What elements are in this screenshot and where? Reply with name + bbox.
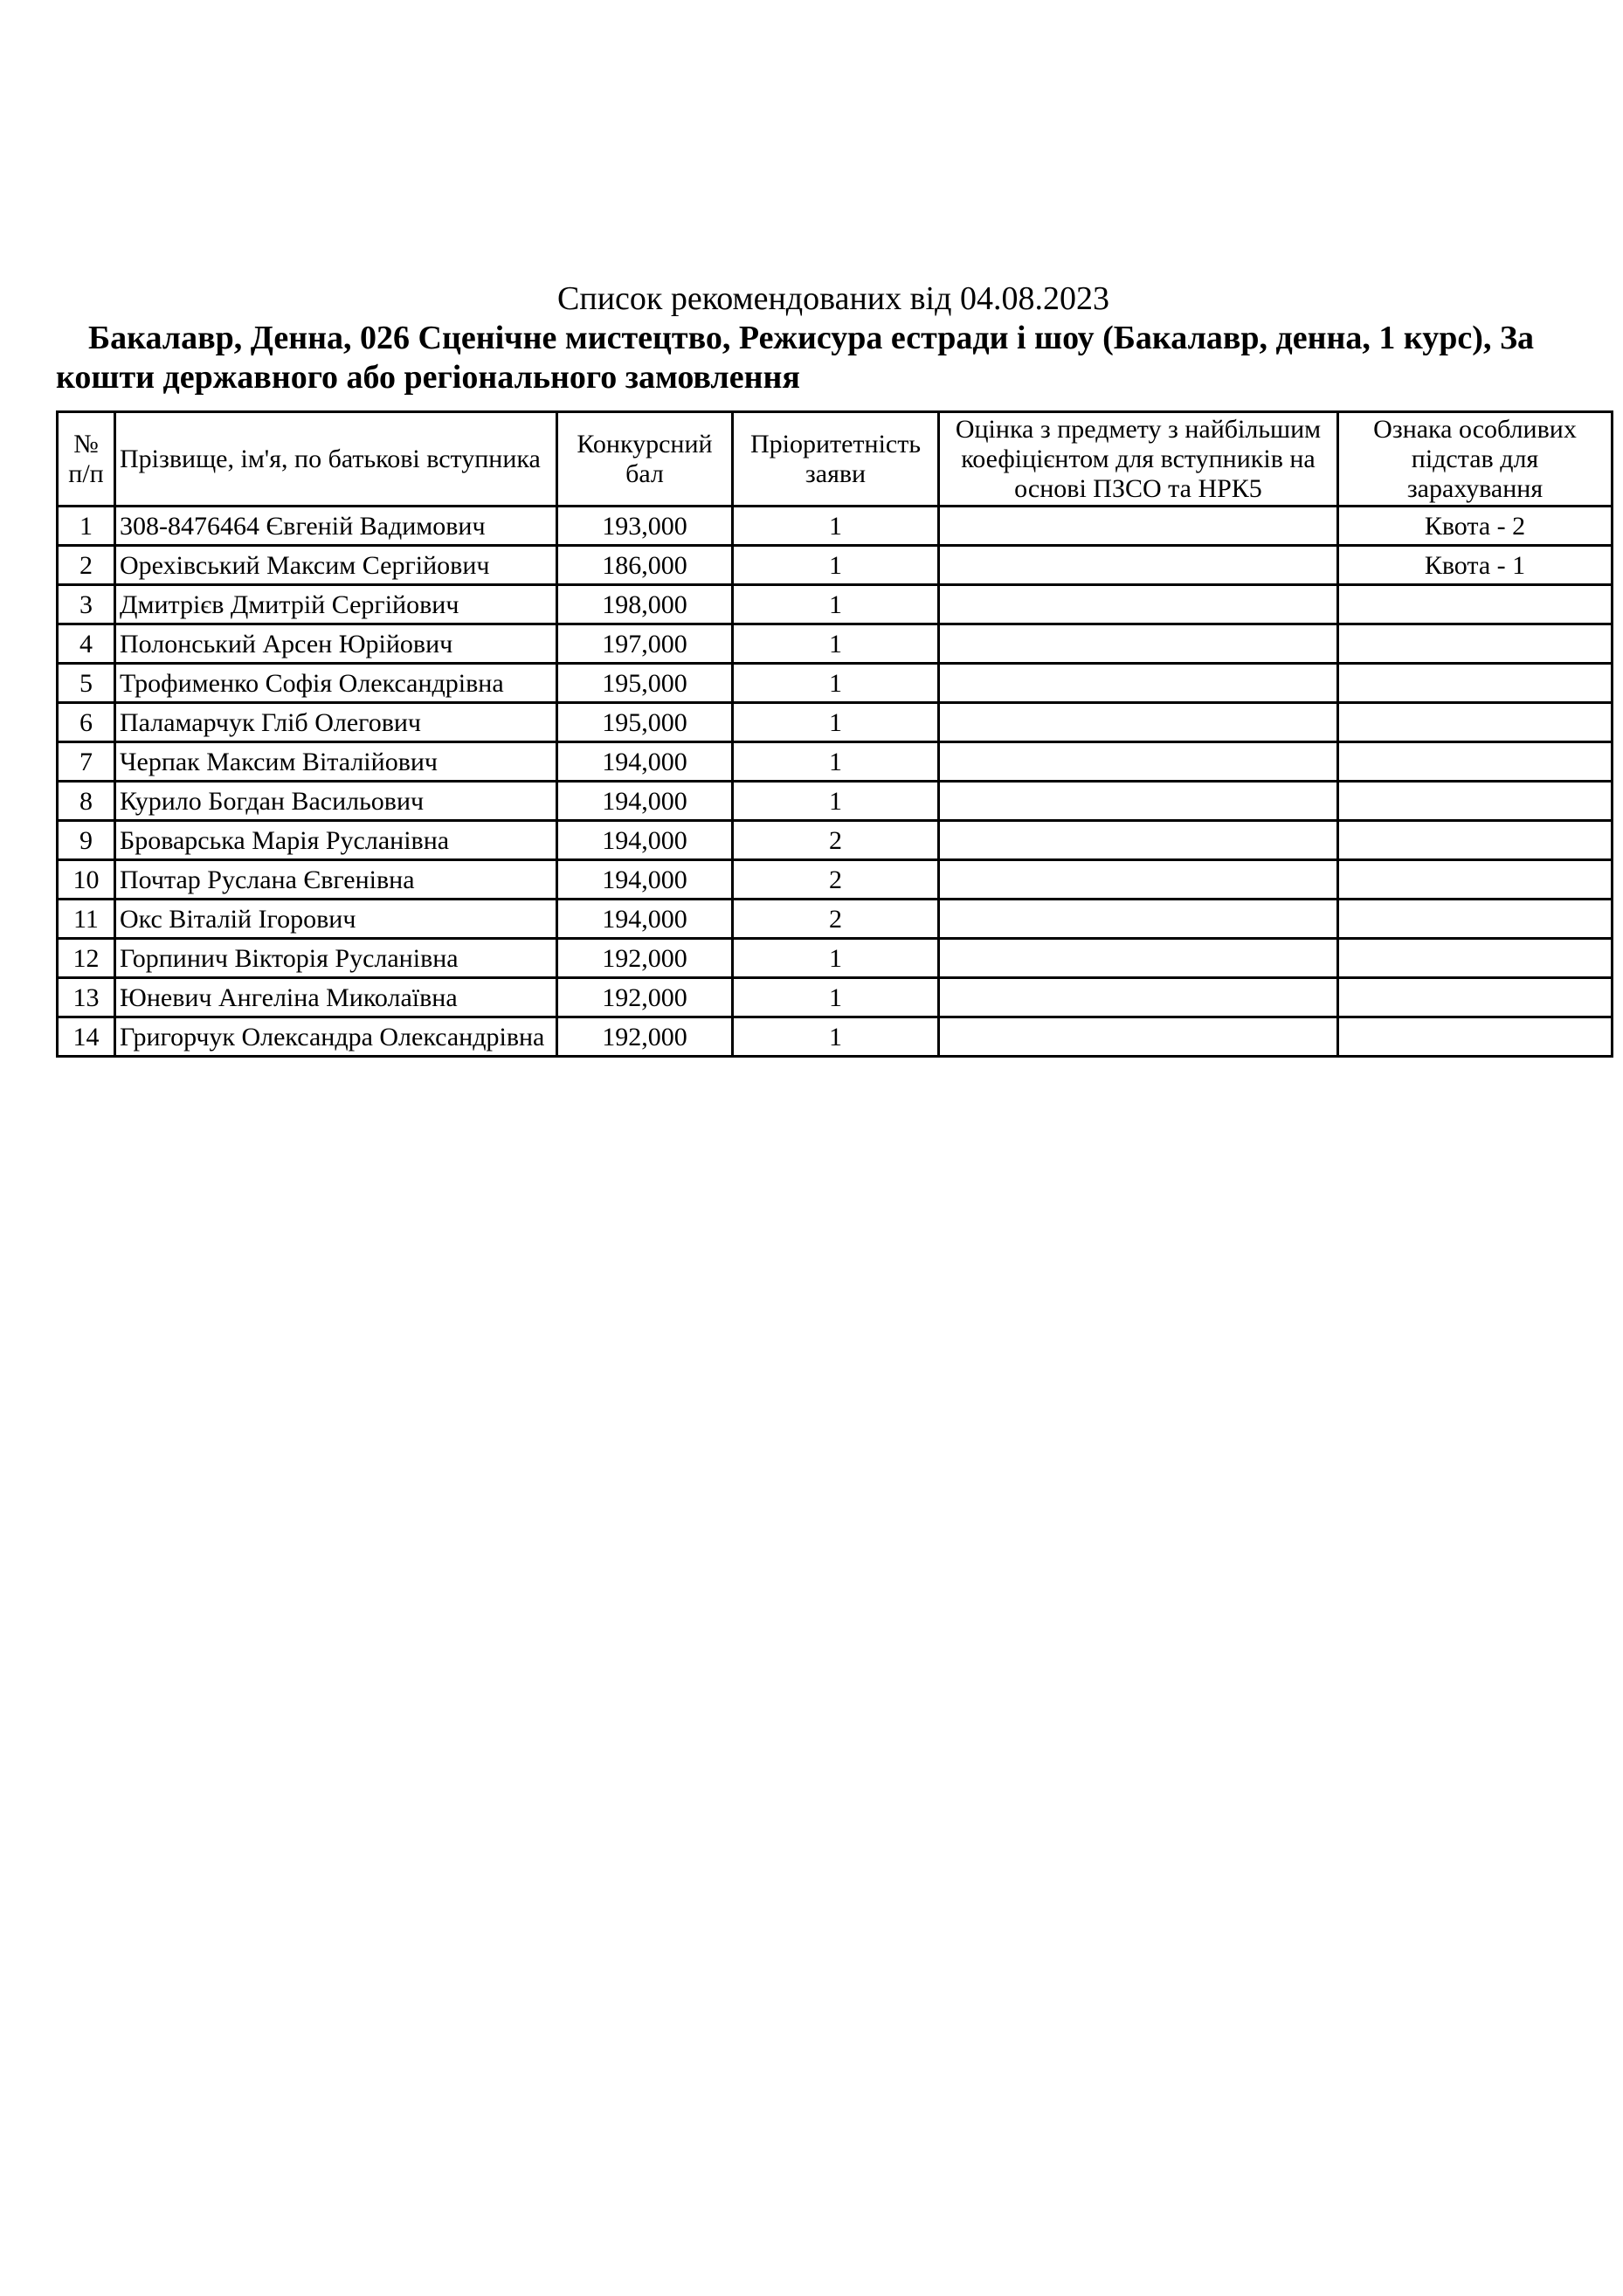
page-subtitle-line2: кошти державного або регіонального замовлення: [56, 359, 800, 396]
cell-applicant-name: Броварська Марія Русланівна: [115, 821, 557, 860]
cell-applicant-name: Почтар Руслана Євгенівна: [115, 860, 557, 900]
cell-applicant-name: Орехівський Максим Сергійович: [115, 546, 557, 585]
cell-score: 186,000: [557, 546, 733, 585]
cell-priority: 1: [733, 546, 939, 585]
cell-special-basis: [1338, 900, 1613, 939]
cell-subject-grade: [939, 546, 1338, 585]
cell-score: 192,000: [557, 978, 733, 1017]
cell-subject-grade: [939, 664, 1338, 703]
cell-row-number: 2: [58, 546, 115, 585]
col-header-subject-grade: Оцінка з предмету з найбільшим коефіцієнтом для вступників на основі ПЗСО та НРК5: [939, 412, 1338, 507]
cell-subject-grade: [939, 821, 1338, 860]
table-row: [58, 939, 1613, 978]
cell-priority: 2: [733, 821, 939, 860]
cell-priority: 2: [733, 900, 939, 939]
cell-applicant-name: Трофименко Софія Олександрівна: [115, 664, 557, 703]
cell-row-number: 4: [58, 624, 115, 664]
table-header: [58, 412, 1613, 507]
cell-row-number: 9: [58, 821, 115, 860]
page-title: Список рекомендованих від 04.08.2023: [557, 280, 1109, 317]
table-row: [58, 782, 1613, 821]
cell-priority: 1: [733, 742, 939, 782]
cell-applicant-name: Паламарчук Гліб Олегович: [115, 703, 557, 742]
table-header-row: [58, 412, 1613, 507]
cell-row-number: 7: [58, 742, 115, 782]
cell-special-basis: [1338, 585, 1613, 624]
cell-row-number: 8: [58, 782, 115, 821]
table-row: [58, 664, 1613, 703]
cell-score: 198,000: [557, 585, 733, 624]
cell-score: 193,000: [557, 507, 733, 546]
page-subtitle-line1: Бакалавр, Денна, 026 Сценічне мистецтво, Режисура естради і шоу (Бакалавр, денна, 1 курс), За: [88, 320, 1535, 356]
cell-priority: 1: [733, 664, 939, 703]
table-row: [58, 978, 1613, 1017]
table-row: [58, 703, 1613, 742]
cell-priority: 2: [733, 860, 939, 900]
cell-special-basis: [1338, 703, 1613, 742]
col-header-priority: Пріоритетність заяви: [733, 412, 939, 507]
cell-applicant-name: Черпак Максим Віталійович: [115, 742, 557, 782]
cell-special-basis: Квота - 1: [1338, 546, 1613, 585]
cell-row-number: 14: [58, 1017, 115, 1057]
table-row: [58, 900, 1613, 939]
cell-score: 192,000: [557, 939, 733, 978]
cell-subject-grade: [939, 978, 1338, 1017]
cell-special-basis: [1338, 978, 1613, 1017]
cell-special-basis: [1338, 860, 1613, 900]
cell-subject-grade: [939, 703, 1338, 742]
cell-row-number: 13: [58, 978, 115, 1017]
cell-score: 194,000: [557, 821, 733, 860]
cell-subject-grade: [939, 742, 1338, 782]
table-row: [58, 742, 1613, 782]
cell-row-number: 11: [58, 900, 115, 939]
cell-applicant-name: 308-8476464 Євгеній Вадимович: [115, 507, 557, 546]
cell-applicant-name: Дмитрієв Дмитрій Сергійович: [115, 585, 557, 624]
cell-score: 194,000: [557, 900, 733, 939]
cell-priority: 1: [733, 624, 939, 664]
cell-special-basis: [1338, 939, 1613, 978]
table-row: [58, 546, 1613, 585]
cell-applicant-name: Юневич Ангеліна Миколаївна: [115, 978, 557, 1017]
document-content: [56, 279, 1611, 1058]
cell-special-basis: [1338, 664, 1613, 703]
cell-row-number: 10: [58, 860, 115, 900]
cell-special-basis: [1338, 1017, 1613, 1057]
col-header-score: Конкурсний бал: [557, 412, 733, 507]
cell-subject-grade: [939, 507, 1338, 546]
cell-special-basis: [1338, 742, 1613, 782]
table-row: [58, 821, 1613, 860]
table-row: [58, 860, 1613, 900]
table-body: [58, 507, 1613, 1057]
col-header-special-basis: Ознака особливих підстав для зарахування: [1338, 412, 1613, 507]
col-header-applicant: Прізвище, ім'я, по батькові вступника: [115, 412, 557, 507]
cell-priority: 1: [733, 978, 939, 1017]
cell-applicant-name: Курило Богдан Васильович: [115, 782, 557, 821]
cell-row-number: 3: [58, 585, 115, 624]
cell-row-number: 12: [58, 939, 115, 978]
cell-row-number: 6: [58, 703, 115, 742]
cell-priority: 1: [733, 782, 939, 821]
cell-subject-grade: [939, 860, 1338, 900]
col-header-row-number: № п/п: [58, 412, 115, 507]
cell-subject-grade: [939, 939, 1338, 978]
page-subtitle: [56, 319, 1611, 397]
cell-subject-grade: [939, 900, 1338, 939]
cell-subject-grade: [939, 782, 1338, 821]
cell-priority: 1: [733, 939, 939, 978]
recommended-list-table: [56, 410, 1613, 1058]
table-row: [58, 624, 1613, 664]
cell-applicant-name: Горпинич Вікторія Русланівна: [115, 939, 557, 978]
cell-applicant-name: Полонський Арсен Юрійович: [115, 624, 557, 664]
cell-subject-grade: [939, 624, 1338, 664]
cell-priority: 1: [733, 507, 939, 546]
cell-row-number: 1: [58, 507, 115, 546]
cell-score: 195,000: [557, 703, 733, 742]
cell-special-basis: [1338, 782, 1613, 821]
table-row: [58, 1017, 1613, 1057]
cell-priority: 1: [733, 703, 939, 742]
cell-score: 195,000: [557, 664, 733, 703]
cell-score: 194,000: [557, 742, 733, 782]
cell-priority: 1: [733, 1017, 939, 1057]
cell-score: 192,000: [557, 1017, 733, 1057]
cell-applicant-name: Окс Віталій Ігорович: [115, 900, 557, 939]
cell-row-number: 5: [58, 664, 115, 703]
cell-priority: 1: [733, 585, 939, 624]
cell-score: 194,000: [557, 860, 733, 900]
table-row: [58, 507, 1613, 546]
table-row: [58, 585, 1613, 624]
cell-subject-grade: [939, 1017, 1338, 1057]
cell-special-basis: Квота - 2: [1338, 507, 1613, 546]
cell-applicant-name: Григорчук Олександра Олександрівна: [115, 1017, 557, 1057]
cell-special-basis: [1338, 821, 1613, 860]
cell-special-basis: [1338, 624, 1613, 664]
cell-score: 194,000: [557, 782, 733, 821]
cell-score: 197,000: [557, 624, 733, 664]
cell-subject-grade: [939, 585, 1338, 624]
